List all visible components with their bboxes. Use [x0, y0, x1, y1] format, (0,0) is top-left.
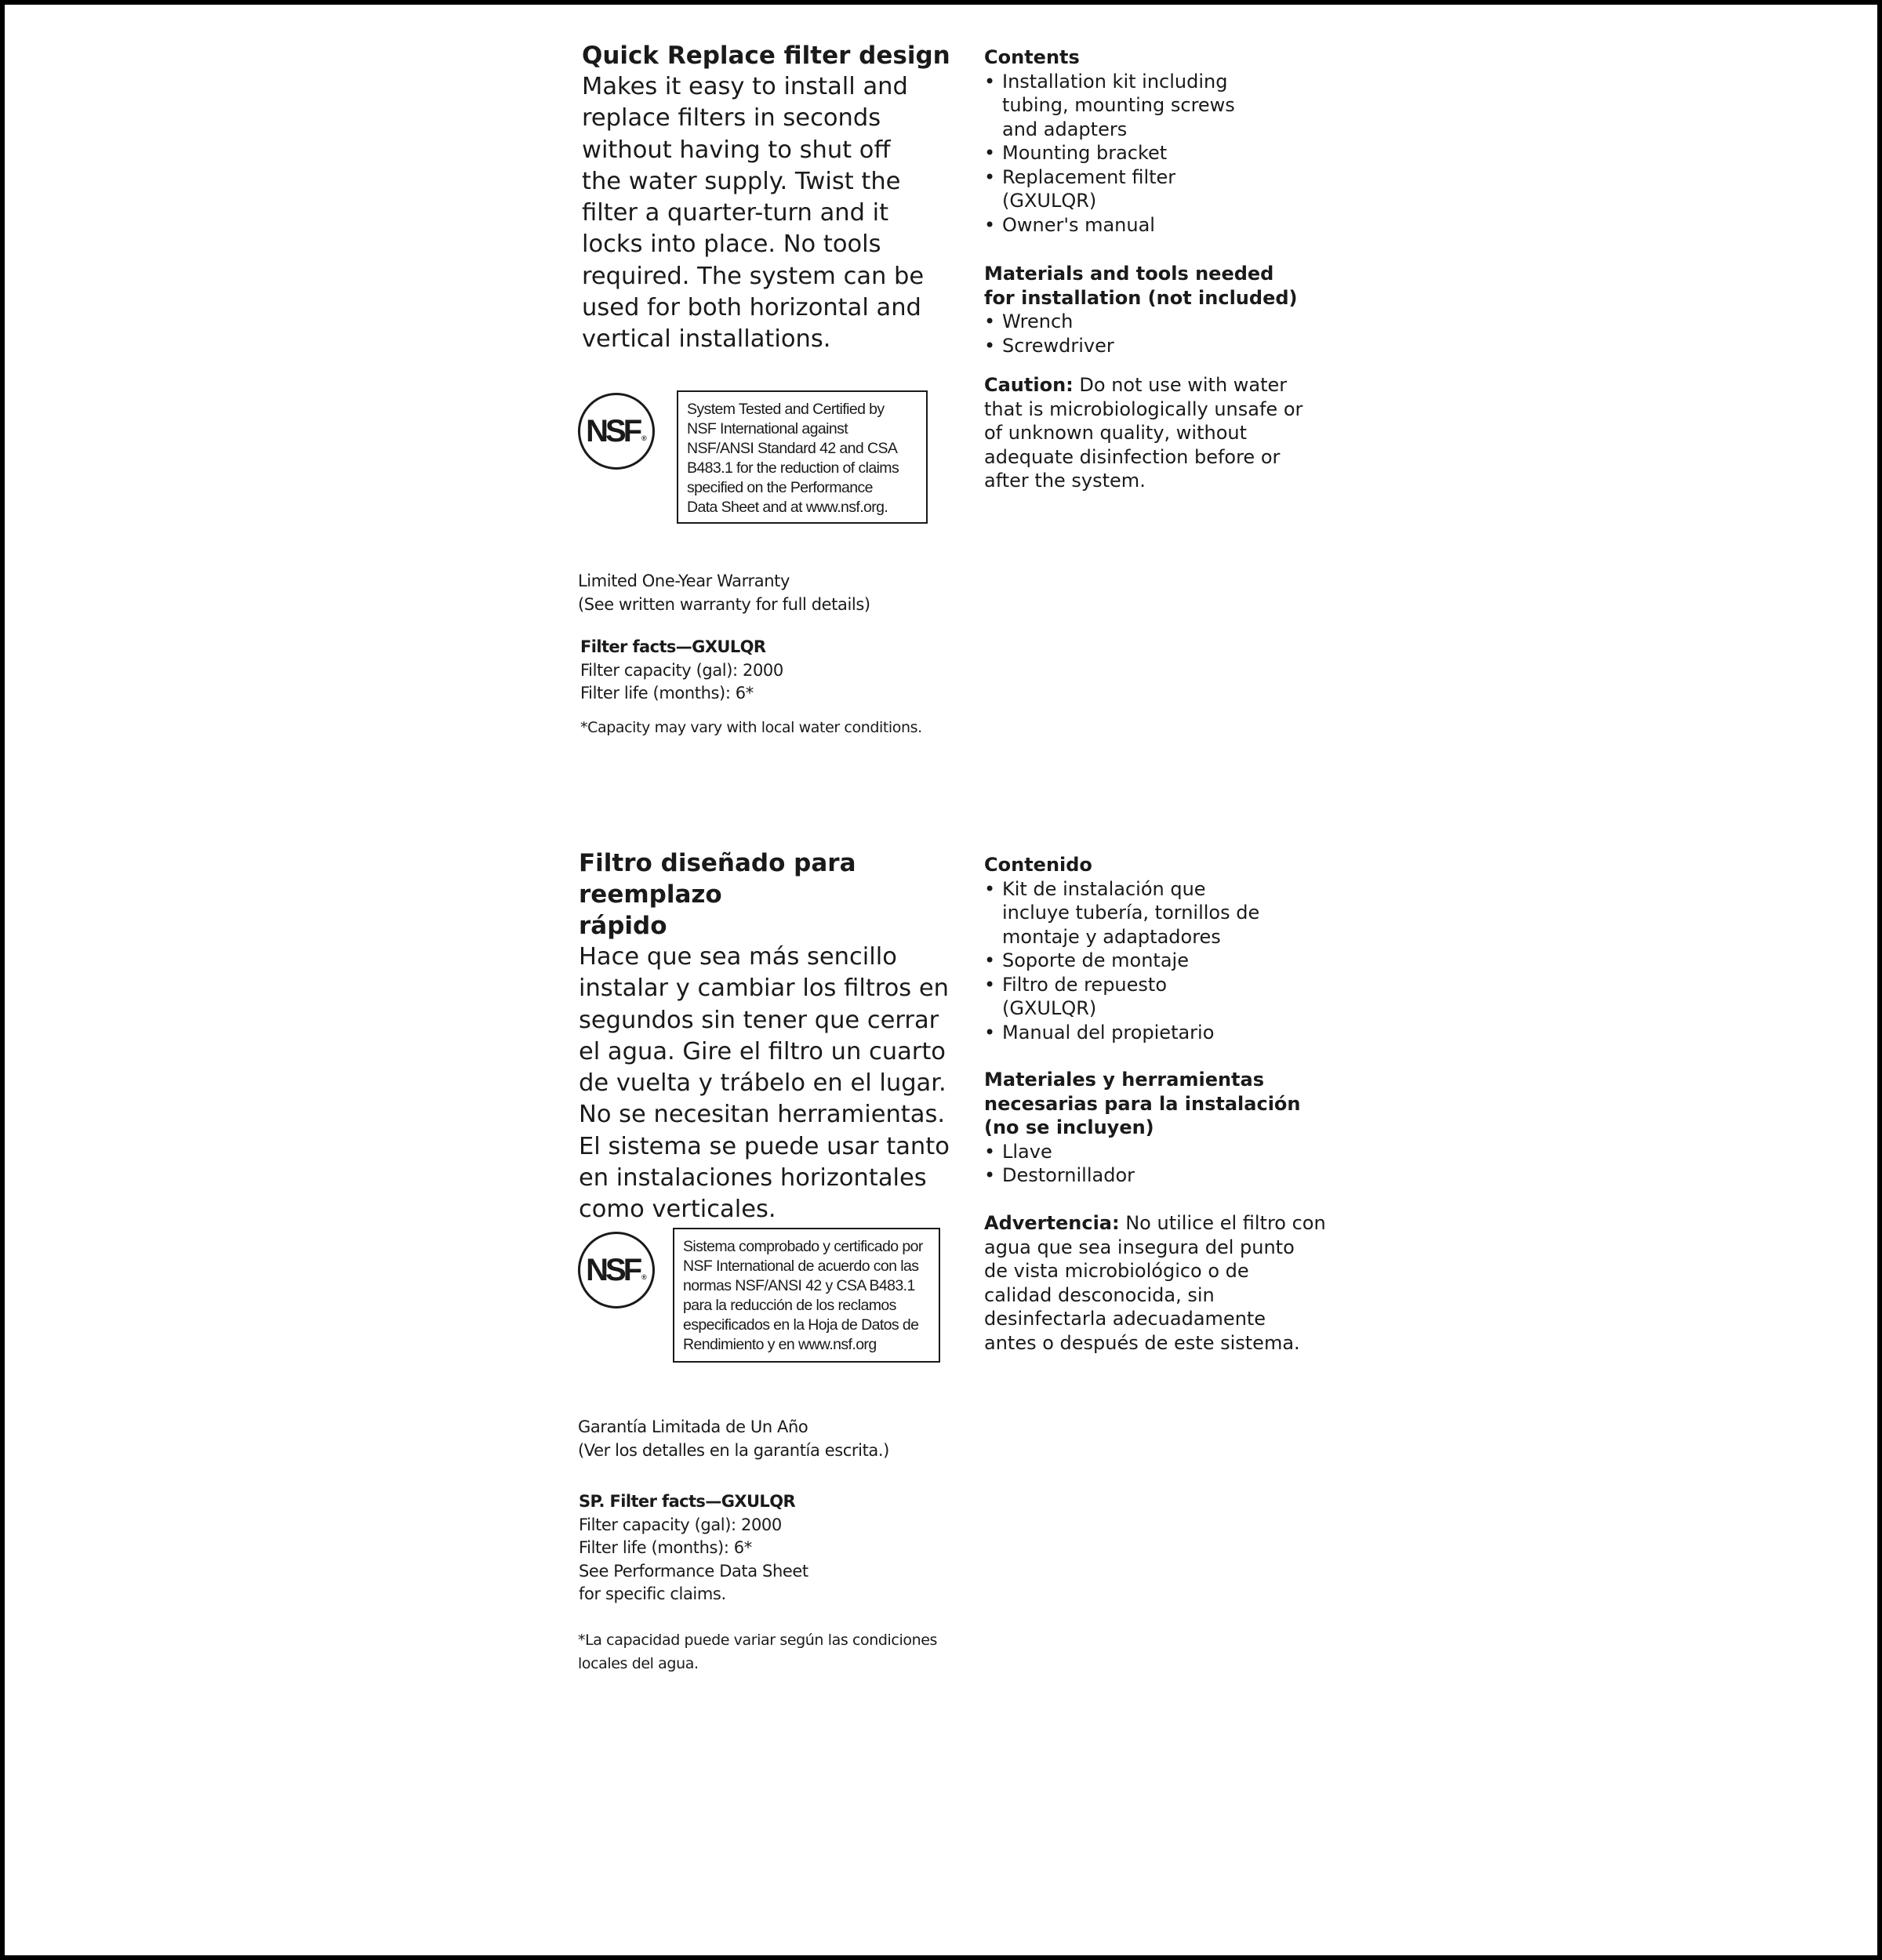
list-item: • Kit de instalación que incluye tubería, tornillos de montaje y adaptadores	[984, 877, 1329, 949]
en-feature	[582, 40, 974, 356]
es-warranty: Garantía Limitada de Un Año (Ver los detalles en la garantía escrita.)	[578, 1417, 889, 1460]
en-tools-list	[984, 310, 1329, 358]
es-tools-title: Materiales y herramientas necesarias para la instalación (no se incluyen)	[984, 1069, 1301, 1138]
en-caution: Caution: Do not use with water that is microbiologically unsafe or of unknown quality, without adequate disinfection before or after the system.	[984, 374, 1303, 492]
es-feature-title: Filtro diseñado para reemplazo rápido	[579, 849, 856, 940]
es-contents	[984, 853, 1329, 1044]
en-nsf-registered-mark: ®	[641, 434, 647, 442]
en-tools	[984, 262, 1329, 358]
list-item: • Installation kit including tubing, mounting screws and adapters	[984, 70, 1329, 142]
list-item: • Screwdriver	[984, 334, 1329, 358]
es-nsf-logo	[578, 1232, 655, 1308]
es-contents-list	[984, 877, 1329, 1045]
es-feature-text: Hace que sea más sencillo instalar y cambiar los filtros en segundos sin tener que cerrar el agua. Gire el filtro un cuarto de vuelta y trábelo en el lugar. No se necesitan herramientas. El sistema se puede usar tanto en instalaciones horizontales como verticales.	[579, 943, 950, 1224]
en-contents-list	[984, 70, 1329, 238]
list-item: • Mounting bracket	[984, 141, 1329, 165]
es-caution: Advertencia: No utilice el filtro con agua que sea insegura del punto de vista microbiológico o de calidad desconocida, sin desinfectarla adecuadamente antes o después de este sistema.	[984, 1212, 1326, 1354]
es-footnote: *La capacidad puede variar según las condiciones locales del agua.	[578, 1632, 938, 1672]
en-contents-title: Contents	[984, 46, 1080, 68]
list-item: • Llave	[984, 1140, 1329, 1164]
en-nsf-logo	[578, 393, 655, 470]
es-nsf-registered-mark: ®	[641, 1273, 647, 1281]
es-certification-box: Sistema comprobado y certificado por NSF International de acuerdo con las normas NSF/ANSI 42 y CSA B483.1 para la reducción de los reclamos especificados en la Hoja de Datos de Rendimiento y en www.nsf.org	[673, 1228, 940, 1363]
es-caution-label: Advertencia:	[984, 1212, 1120, 1234]
en-nsf-logo-text: NSF	[586, 413, 640, 448]
es-tools	[984, 1068, 1329, 1188]
list-item: • Soporte de montaje	[984, 949, 1329, 973]
es-tools-list	[984, 1140, 1329, 1188]
en-certification-box: System Tested and Certified by NSF International against NSF/ANSI Standard 42 and CSA B483.1 for the reduction of claims specified on the Performance Data Sheet and at www.nsf.org.	[677, 390, 928, 524]
es-contents-title: Contenido	[984, 854, 1092, 876]
en-tools-title: Materials and tools needed for installation (not included)	[984, 263, 1298, 309]
list-item: • Filtro de repuesto (GXULQR)	[984, 973, 1329, 1021]
en-feature-title: Quick Replace filter design	[582, 42, 950, 70]
list-item: • Owner's manual	[984, 213, 1329, 238]
list-item: • Manual del propietario	[984, 1021, 1329, 1045]
es-feature	[579, 848, 986, 1226]
es-filter-facts-title: SP. Filter facts—GXULQR	[579, 1492, 796, 1511]
en-contents	[984, 45, 1329, 237]
en-warranty: Limited One-Year Warranty (See written warranty for full details)	[578, 572, 870, 614]
list-item: • Destornillador	[984, 1163, 1329, 1188]
es-filter-facts	[579, 1490, 908, 1606]
en-caution-label: Caution:	[984, 374, 1074, 396]
en-feature-text: Makes it easy to install and replace filters in seconds without having to shut off the water supply. Twist the filter a quarter-turn and it locks into place. No tools required. The system can be used for both horizontal and vertical installations.	[582, 73, 925, 354]
en-footnote: *Capacity may vary with local water conditions.	[580, 719, 922, 736]
es-filter-facts-text: Filter capacity (gal): 2000 Filter life (months): 6* See Performance Data Sheet for specific claims.	[579, 1515, 808, 1603]
en-filter-facts-title: Filter facts—GXULQR	[580, 637, 766, 656]
en-filter-facts	[580, 636, 910, 706]
list-item: • Replacement filter (GXULQR)	[984, 165, 1329, 213]
list-item: • Wrench	[984, 310, 1329, 334]
es-nsf-logo-text: NSF	[586, 1252, 640, 1287]
en-filter-facts-text: Filter capacity (gal): 2000 Filter life (months): 6*	[580, 660, 783, 702]
